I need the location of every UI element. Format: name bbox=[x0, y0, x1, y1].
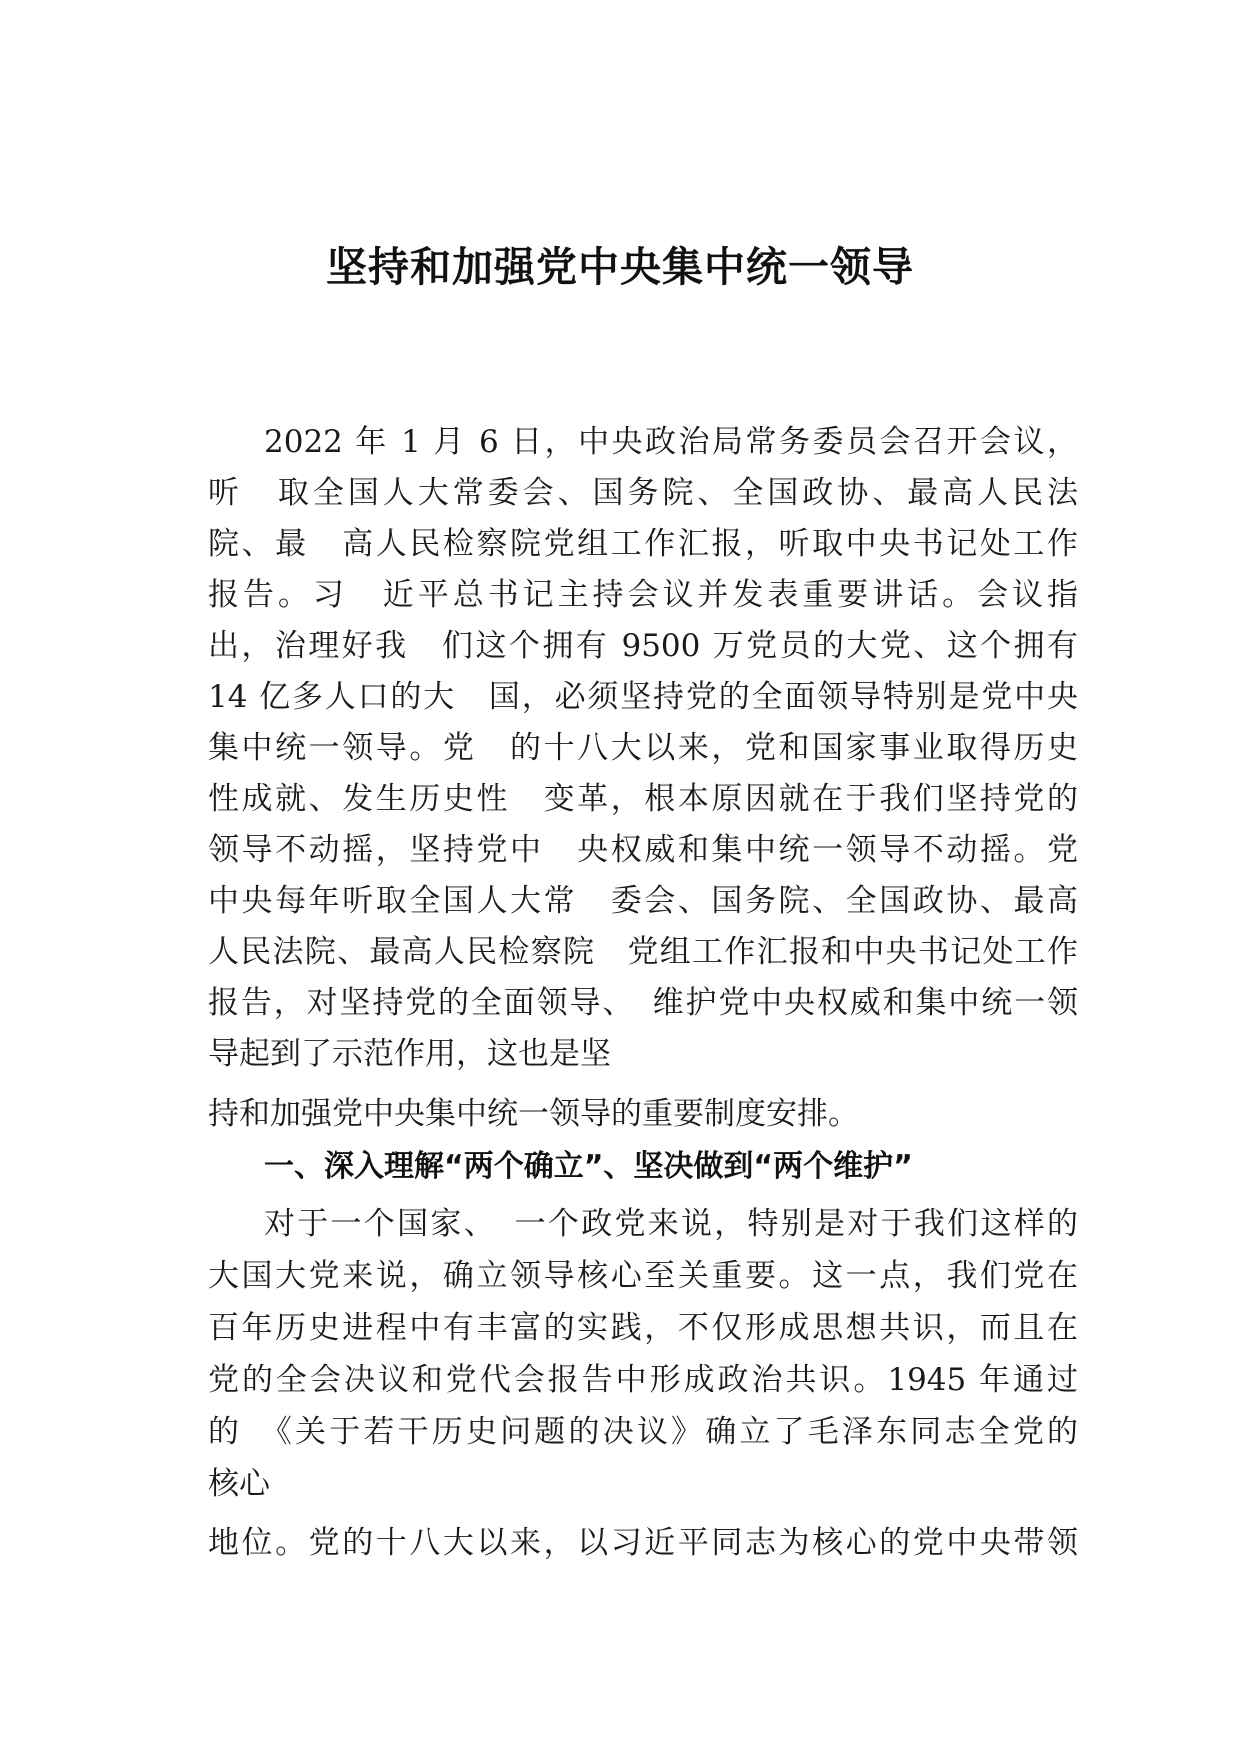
paragraph-line: 对于一个国家、 一个政党来说，特别是对于我们这样的 bbox=[264, 1206, 1078, 1242]
paragraph-line: 出，治理好我 们这个拥有 9500 万党员的大党、这个拥有 bbox=[208, 628, 1078, 664]
paragraph-line: 导起到了示范作用，这也是坚 bbox=[208, 1036, 611, 1072]
paragraph-line: 百年历史进程中有丰富的实践，不仅形成思想共识，而且在 bbox=[208, 1310, 1078, 1346]
paragraph-line: 中央每年听取全国人大常 委会、国务院、全国政协、最高 bbox=[208, 883, 1078, 919]
paragraph-line: 领导不动摇，坚持党中 央权威和集中统一领导不动摇。党 bbox=[208, 832, 1078, 868]
section-heading: 一、深入理解“两个确立”、坚决做到“两个维护” bbox=[264, 1149, 913, 1184]
paragraph-line: 的 《关于若干历史问题的决议》确立了毛泽东同志全党的 bbox=[208, 1414, 1078, 1450]
paragraph-line: 2022 年 1 月 6 日，中央政治局常务委员会召开会议， bbox=[264, 424, 1078, 460]
paragraph-line: 党的全会决议和党代会报告中形成政治共识。1945 年通过 bbox=[208, 1362, 1078, 1398]
paragraph-line: 报告，对坚持党的全面领导、 维护党中央权威和集中统一领 bbox=[208, 985, 1078, 1021]
paragraph-line: 集中统一领导。党 的十八大以来，党和国家事业取得历史 bbox=[208, 730, 1078, 766]
document-title: 坚持和加强党中央集中统一领导 bbox=[326, 243, 914, 291]
paragraph-line: 人民法院、最高人民检察院 党组工作汇报和中央书记处工作 bbox=[208, 934, 1078, 970]
paragraph-line: 报告。习 近平总书记主持会议并发表重要讲话。会议指 bbox=[208, 577, 1078, 613]
paragraph-line: 持和加强党中央集中统一领导的重要制度安排。 bbox=[208, 1096, 859, 1132]
paragraph-line: 核心 bbox=[208, 1466, 270, 1502]
paragraph-line: 听 取全国人大常委会、国务院、全国政协、最高人民法 bbox=[208, 475, 1078, 511]
paragraph-line: 大国大党来说，确立领导核心至关重要。这一点，我们党在 bbox=[208, 1258, 1078, 1294]
paragraph-line: 院、最 高人民检察院党组工作汇报，听取中央书记处工作 bbox=[208, 526, 1078, 562]
paragraph-line: 性成就、发生历史性 变革，根本原因就在于我们坚持党的 bbox=[208, 781, 1078, 817]
paragraph-line: 地位。党的十八大以来，以习近平同志为核心的党中央带领 bbox=[208, 1525, 1078, 1561]
paragraph-line: 14 亿多人口的大 国，必须坚持党的全面领导特别是党中央 bbox=[208, 679, 1078, 715]
